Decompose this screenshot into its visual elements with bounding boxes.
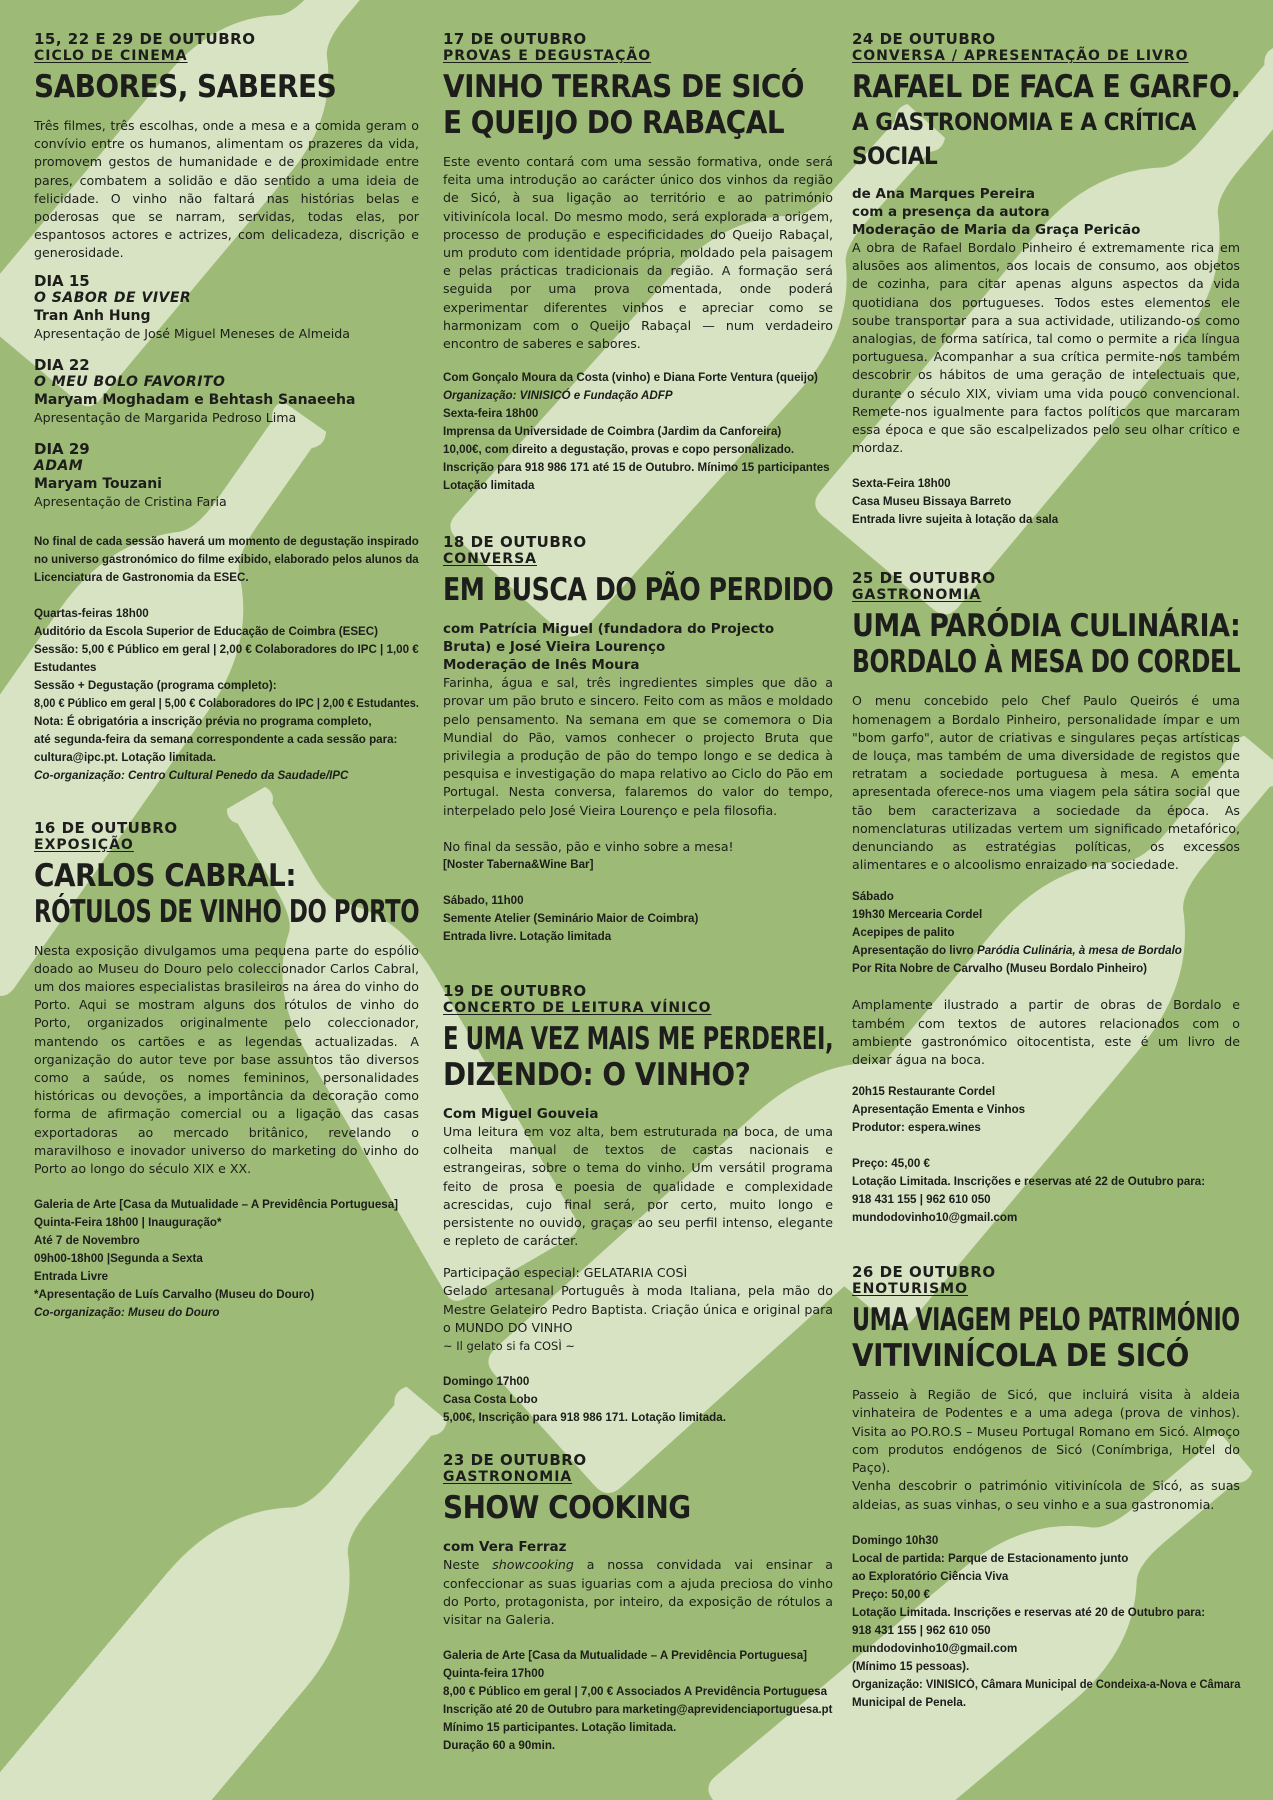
credit-line: Moderação de Maria da Graça Pericão [852, 222, 1141, 238]
info-line: Entrada livre sujeita à lotação da sala [852, 513, 1059, 527]
co-organization: Co-organização: Centro Cultural Penedo da Saudade/IPC [34, 768, 349, 782]
info-line: mundodovinho10@gmail.com [852, 1211, 1018, 1225]
info-line: Sessão + Degustação (programa completo): [34, 678, 277, 692]
event-title [852, 608, 1240, 680]
event-description: Farinha, água e sal, três ingredientes simples que dão a provar um pão bruto e sincero. Feito com as mãos e moldado pelo pensamento. Na semana em que se comemora o Dia Mundial do Pão, vamos conhecer o projecto Bruta que privilegia a produção de pão do tempo longo e se dedica à pesquisa e investigação do mapa relativo ao Ciclo do Pão em Portugal. Nesta conversa, falaremos do valor do tempo, interpelado pelo José Vieira Lourenço e pela filosofia. [443, 675, 833, 818]
info-line: Sexta-feira 18h00 [443, 407, 539, 421]
event-info [443, 1373, 833, 1427]
info-line: 8,00 € Público em geral | 5,00 € Colaboradores do IPC | 2,00 € Estudantes. [34, 696, 419, 710]
info-line: Local de partida: Parque de Estacionamento junto [852, 1551, 1129, 1565]
info-line: Por Rita Nobre de Carvalho (Museu Bordalo Pinheiro) [852, 962, 1148, 976]
event-title [852, 1302, 1240, 1374]
event-description [443, 1556, 833, 1629]
info-line: 5,00€, Inscrição para 918 986 171. Lotação limitada. [443, 1411, 726, 1425]
event-category: CONVERSA / APRESENTAÇÃO DE LIVRO [852, 48, 1189, 64]
film-presenter: Apresentação de Cristina Faria [34, 493, 227, 509]
column-3 [852, 30, 1240, 1732]
info-line: Inscrição para 918 986 171 até 15 de Outubro. Mínimo 15 participantes [443, 461, 830, 475]
event-description-2: Venha descobrir o património vitivinícola de Sicó, as suas aldeias, as suas vinhas, o seu vinho e a sua gastronomia. [852, 1478, 1240, 1512]
title-line: UMA VIAGEM PELO PATRIMÓNIO [852, 1302, 1240, 1339]
film-list [34, 273, 419, 511]
info-line: Quartas-feiras 18h00 [34, 606, 149, 620]
description-text: Neste [443, 1557, 493, 1573]
event-bread [443, 533, 833, 946]
info-line: Acepipes de palito [852, 926, 955, 940]
event-date: 25 DE OUTUBRO [852, 569, 996, 588]
event-description: Passeio à Região de Sicó, que incluirá visita à aldeia vinhateira de Podentes e a uma adega (prova de vinhos). Visita ao PO.RO.S – Museu Portugal Romano em Sicó. Almoço com produtos endógenos de Sicó (Conímbriga, Hotel do Paço). [852, 1387, 1240, 1476]
event-category: ENOTURISMO [852, 1281, 969, 1298]
event-title [443, 1021, 833, 1093]
event-category: CONVERSA [443, 551, 537, 568]
info-line: Semente Atelier (Seminário Maior de Coimbra) [443, 912, 699, 926]
event-tasting [443, 30, 833, 495]
title-line: CARLOS CABRAL: [34, 857, 296, 894]
event-info [34, 1196, 419, 1322]
event-reading [443, 982, 833, 1427]
note-line: Licenciatura de Gastronomia da ESEC. [34, 570, 249, 584]
event-title: SABORES, SABERES [34, 69, 337, 105]
event-category: CICLO DE CINEMA [34, 48, 188, 64]
event-title [852, 69, 1240, 105]
title-line: E UMA VEZ MAIS ME PERDEREI, [443, 1021, 834, 1058]
note-line: no universo gastronómico do filme exibido, elaborado pelos alunos da [34, 552, 419, 566]
event-category: EXPOSIÇÃO [34, 836, 134, 853]
info-line: Duração 60 a 90min. [443, 1739, 556, 1753]
event-book [852, 30, 1240, 529]
event-category: GASTRONOMIA [852, 587, 982, 604]
event-date: 24 DE OUTUBRO [852, 30, 996, 48]
event-title [34, 858, 419, 930]
info-line: Lotação Limitada. Inscrições e reservas até 22 de Outubro para: [852, 1175, 1206, 1189]
credit-line: com Vera Ferraz [443, 1539, 567, 1556]
info-line: *Apresentação de Luís Carvalho (Museu do Douro) [34, 1288, 315, 1302]
info-line: 10,00€, com direito a degustação, provas e copo personalizado. [443, 443, 795, 457]
event-cooking [443, 1451, 833, 1755]
credit-line: Moderação de Inês Moura [443, 657, 640, 674]
column-2 [443, 30, 833, 1775]
event-description: Este evento contará com uma sessão formativa, onde será feita uma introdução ao carácter único dos vinhos da região de Sicó, à sua ligação ao território e ao património vitivinícola local. Do mesmo modo, será explorada a origem, processo de produção e especificidades do Queijo Rabaçal, um produto com identidade própria, moldado pela paisagem e pelas prácticas tradicionais da região. A formação será seguida por uma prova comentada, onde poderá experimentar diferentes vinhos e apreciar como se harmonizam com o Queijo Rabaçal — num verdadeiro encontro de saberes e sabores. [443, 154, 833, 352]
event-schedule-1 [852, 888, 1240, 978]
special-title: Participação especial: GELATARIA COSÌ [443, 1265, 688, 1281]
film-director: Tran Anh Hung [34, 307, 151, 324]
info-line: 09h00-18h00 |Segunda a Sexta [34, 1252, 203, 1266]
info-line: Quinta-Feira 18h00 | Inauguração* [34, 1216, 222, 1230]
event-date: 19 DE OUTUBRO [443, 982, 587, 1001]
info-line: Estudantes [34, 660, 97, 674]
event-info [852, 1532, 1240, 1712]
credit-line: com Patrícia Miguel (fundadora do Projecto [443, 621, 775, 638]
event-pricing [852, 1155, 1240, 1227]
credit-line: com a presença da autora [852, 204, 1050, 220]
info-line: Mínimo 15 participantes. Lotação limitada. [443, 1721, 677, 1735]
event-date: 18 DE OUTUBRO [443, 533, 587, 552]
event-category: CONCERTO DE LEITURA VÍNICO [443, 1000, 712, 1017]
event-note [34, 533, 419, 587]
info-line: Sábado, 11h00 [443, 894, 524, 908]
info-line: 8,00 € Público em geral | 7,00 € Associados A Previdência Portuguesa [443, 1685, 828, 1699]
event-info [34, 605, 419, 785]
title-line: E QUEIJO DO RABAÇAL [443, 105, 785, 141]
event-exhibition [34, 819, 419, 1323]
event-schedule-2 [852, 1083, 1240, 1137]
event-info [443, 1647, 833, 1755]
event-extra: No final da sessão, pão e vinho sobre a mesa! [443, 838, 734, 854]
info-line: Imprensa da Universidade de Coimbra (Jardim da Canforeira) [443, 425, 782, 439]
film-item [34, 273, 419, 343]
event-subtitle: A GASTRONOMIA E A CRÍTICA SOCIAL [852, 108, 1196, 170]
event-cinema [34, 30, 419, 785]
schedule-time: 20h15 Restaurante Cordel [852, 1085, 996, 1099]
film-director: Maryam Moghadam e Behtash Sanaeeha [34, 391, 356, 408]
film-day: DIA 29 [34, 439, 90, 458]
film-item [34, 357, 419, 427]
title-line: DIZENDO: O VINHO? [443, 1057, 751, 1094]
event-date: 23 DE OUTUBRO [443, 1451, 587, 1470]
note-line: No final de cada sessão haverá um momento de degustação inspirado [34, 534, 419, 548]
info-line: Organização: VINISICÓ, Câmara Municipal de Condeixa-a-Nova e Câmara [852, 1677, 1241, 1691]
info-line [852, 942, 1240, 960]
info-line: Casa Museu Bissaya Barreto [852, 495, 1012, 509]
info-line: 918 431 155 | 962 610 050 [852, 1623, 991, 1637]
film-title: O MEU BOLO FAVORITO [34, 373, 226, 390]
info-line: Preço: 50,00 € [852, 1587, 930, 1601]
info-line: Municipal de Penela. [852, 1695, 967, 1709]
info-line: Entrada Livre [34, 1270, 109, 1284]
info-line: Sexta-Feira 18h00 [852, 477, 951, 491]
credit-line: Com Miguel Gouveia [443, 1106, 599, 1123]
film-presenter: Apresentação de José Miguel Meneses de Almeida [34, 325, 350, 341]
title-line: VINHO TERRAS DE SICÓ [443, 69, 805, 105]
info-text: Apresentação do livro [852, 944, 977, 958]
info-line: Casa Costa Lobo [443, 1393, 538, 1407]
info-line: Com Gonçalo Moura da Costa (vinho) e Diana Forte Ventura (queijo) [443, 371, 818, 385]
film-director: Maryam Touzani [34, 475, 162, 492]
info-line: até segunda-feira da semana correspondente a cada sessão para: [34, 732, 398, 746]
event-date: 15, 22 E 29 DE OUTUBRO [34, 30, 256, 48]
event-description: Nesta exposição divulgamos uma pequena parte do espólio doado ao Museu do Douro pelo coleccionador Carlos Cabral, um dos maiores especialistas brasileiros na área do vinho do Porto. Aqui se mostram alguns dos rótulos de vinho do Porto, organizados originalmente pelo coleccionador, mantendo os cartões e as legendas actualizadas. A organização do autor teve por base assuntos tão diversos como a saúde, os nomes femininos, personalidades históricas ou devoções, a importância da decoração como forma de afirmação comercial ou a ligação das casas exportadoras ao mercado britânico, revelando o maravilhoso e inovador universo do marketing do vinho do Porto ao longo do século XIX e XX. [34, 942, 419, 1177]
event-tour [852, 1263, 1240, 1711]
event-description: Uma leitura em voz alta, bem estruturada na boca, de uma colheita manual de textos de castas nacionais e estrangeiras, sobre o tema do vinho. Um versátil programa feito de prosa e poesia de qualidade e complexidade acrescidas, cujo final será, por certo, muito longo e persistente no ouvido, graças ao seu perfil intenso, elegante e repleto de carácter. [443, 1124, 833, 1249]
event-title [443, 572, 833, 608]
film-presenter: Apresentação de Margarida Pedroso Lima [34, 409, 297, 425]
info-line: Apresentação Ementa e Vinhos [852, 1103, 1026, 1117]
info-line: Domingo 17h00 [443, 1375, 530, 1389]
info-line: Sessão: 5,00 € Público em geral | 2,00 € Colaboradores do IPC | 1,00 € [34, 642, 419, 656]
event-description-2: Amplamente ilustrado a partir de obras de Bordalo e também com textos de autores relacionados com o ambiente gastronómico oitocentista, este é um livro de deixar água na boca. [852, 997, 1240, 1068]
title-line: EM BUSCA DO PÃO PERDIDO [443, 572, 834, 609]
credit-line: de Ana Marques Pereira [852, 186, 1036, 202]
title-line: SHOW COOKING [443, 1490, 691, 1527]
event-credits [852, 185, 1240, 239]
event-title [443, 1490, 833, 1526]
info-line: Auditório da Escola Superior de Educação de Coimbra (ESEC) [34, 624, 379, 638]
info-line: Preço: 45,00 € [852, 1157, 930, 1171]
info-line: Inscrição até 20 de Outubro para marketing@aprevidenciaportuguesa.pt [443, 1703, 833, 1717]
event-description: O menu concebido pelo Chef Paulo Queirós é uma homenagem a Bordalo Pinheiro, personalidade ímpar e um "bom garfo", autor de criativas e singulares peças artísticas de louça, mas também de uma diversidade de registos que retratam a sociedade portuguesa à mesa. A ementa apresentada oferece-nos uma viagem pela sátira social que tão bem caracterizava a sociedade da época. As nomenclaturas utilizadas vertem um significado metafórico, denunciando as estratégias políticas, os excessos alimentares e o alcoolismo enraizado na sociedade. [852, 693, 1240, 873]
film-day: DIA 15 [34, 271, 90, 290]
schedule-day: Sábado [852, 890, 894, 904]
title-line: VITIVINÍCOLA DE SICÓ [852, 1338, 1189, 1375]
info-line: Galeria de Arte [Casa da Mutualidade – A Previdência Portuguesa] [443, 1649, 808, 1663]
title-line: UMA PARÓDIA CULINÁRIA: [852, 608, 1241, 645]
event-category: GASTRONOMIA [443, 1469, 573, 1486]
event-date: 26 DE OUTUBRO [852, 1263, 996, 1282]
film-item [34, 441, 419, 511]
event-info [443, 369, 833, 495]
description-text: a nossa convidada vai ensinar a confeccionar as suas iguarias com a ajuda preciosa do vinho do Porto, protagonista, por inteiro, da exposição de rótulos a visitar na Galeria. [443, 1557, 834, 1627]
info-line: Produtor: espera.wines [852, 1121, 981, 1135]
info-line: Quinta-feira 17h00 [443, 1667, 545, 1681]
title-line: RAFAEL DE FACA E GARFO. [852, 69, 1241, 105]
info-line: Nota: É obrigatória a inscrição prévia no programa completo, [34, 714, 372, 728]
info-line: Até 7 de Novembro [34, 1234, 140, 1248]
special-description: Gelado artesanal Português à moda Italiana, pela mão do Mestre Gelateiro Pedro Baptista. Criação única e original para o MUNDO DO VINHO [443, 1283, 833, 1335]
event-title [443, 69, 833, 141]
organization: Organização: VINISICÓ e Fundação ADFP [443, 389, 673, 403]
event-description: A obra de Rafael Bordalo Pinheiro é extremamente rica em alusões aos alimentos, aos locais de consumo, aos objetos de cozinha, para citar apenas alguns aspectos da vida quotidiana dos portugueses. Todos estes elementos ele soube transportar para a sua actividade, utilizando-os como analogias, de forma satírica, tal como o permite a rica língua portuguesa. Acompanhar a sua crítica permite-nos também descobrir os hábitos de uma geração de intelectuais que, durante o século XIX, viviam uma vida pouco convencional. Remete-nos igualmente para factos políticos que marcaram essa época e que são escalpelizados pelo seu olhar crítico e mordaz. [852, 240, 1240, 456]
special-tagline: ~ Il gelato si fa COSÌ ~ [443, 1339, 576, 1354]
info-line: Lotação limitada [443, 479, 535, 493]
info-line: Domingo 10h30 [852, 1533, 939, 1547]
event-info [443, 892, 833, 946]
credit-line: Bruta) e José Vieira Lourenço [443, 639, 666, 656]
description-emphasis: showcooking [492, 1557, 574, 1573]
event-description: Três filmes, três escolhas, onde a mesa e a comida geram o convívio entre os humanos, alimentam os prazeres da vida, promovem gestos de humanidade e de proximidade entre pares, combatem a solidão e dão sentido a uma ideia de felicidade. O vinho não faltará nas histórias belas e poderosas que se narram, servidas, todas elas, por espantosos actores e actrizes, com delicadeza, discrição e generosidade. [34, 118, 419, 261]
info-line: Galeria de Arte [Casa da Mutualidade – A Previdência Portuguesa] [34, 1198, 399, 1212]
schedule-time: 19h30 Mercearia Cordel [852, 908, 983, 922]
event-parody [852, 569, 1240, 1227]
info-line: ao Exploratório Ciência Viva [852, 1569, 1009, 1583]
event-info [852, 475, 1240, 529]
event-credits [443, 620, 833, 674]
info-line: 918 431 155 | 962 610 050 [852, 1193, 991, 1207]
event-date: 16 DE OUTUBRO [34, 818, 178, 837]
info-line: mundodovinho10@gmail.com [852, 1641, 1018, 1655]
co-organization: Co-organização: Museu do Douro [34, 1306, 220, 1320]
event-venue-note: [Noster Taberna&Wine Bar] [443, 858, 594, 872]
info-line: cultura@ipc.pt. Lotação limitada. [34, 750, 217, 764]
film-title: ADAM [34, 457, 84, 474]
title-line: BORDALO À MESA DO CORDEL [852, 644, 1241, 681]
event-date: 17 DE OUTUBRO [443, 30, 587, 48]
film-title: O SABOR DE VIVER [34, 289, 192, 306]
info-line: Entrada livre. Lotação limitada [443, 930, 612, 944]
film-day: DIA 22 [34, 355, 90, 374]
info-line: Lotação Limitada. Inscrições e reservas até 20 de Outubro para: [852, 1605, 1206, 1619]
column-1 [34, 30, 419, 1342]
title-line: RÓTULOS DE VINHO DO PORTO [34, 893, 420, 930]
event-category: PROVAS E DEGUSTAÇÃO [443, 48, 652, 64]
info-line: (Mínimo 15 pessoas). [852, 1659, 970, 1673]
special-participation [443, 1264, 833, 1282]
book-title: Paródia Culinária, à mesa de Bordalo [977, 944, 1182, 958]
